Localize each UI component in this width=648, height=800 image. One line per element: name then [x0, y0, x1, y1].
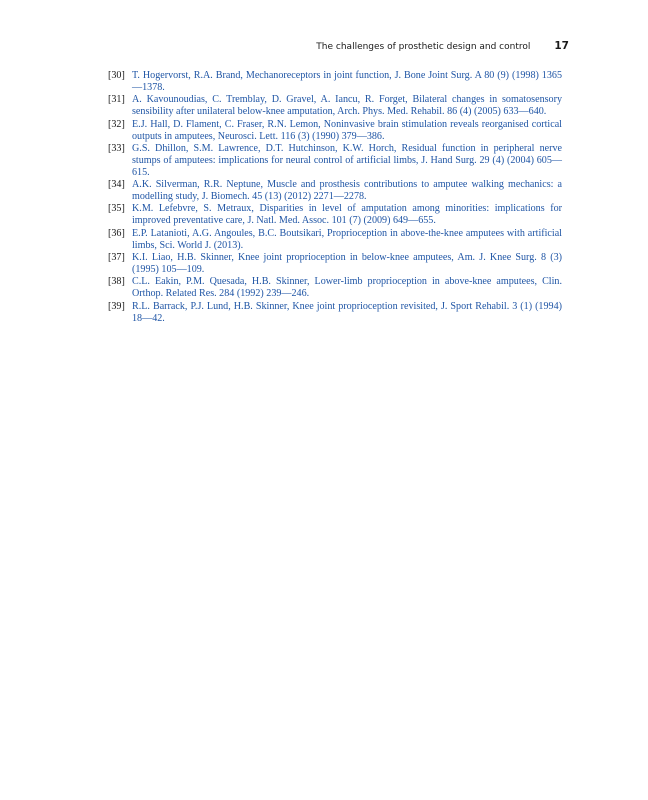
reference-item [108, 203, 562, 227]
page-number: 17 [554, 40, 569, 52]
reference-item [108, 94, 562, 118]
reference-link[interactable]: A. Kavounoudias, C. Tremblay, D. Gravel, A. Iancu, R. Forget, Bilateral changes in somatosensory sensibility after unilateral below-knee amputation, Arch. Phys. Med. Rehabil. 86 (4) (2005) 633—640. [132, 94, 562, 118]
reference-number: [31] [108, 94, 125, 106]
reference-list [108, 70, 562, 325]
reference-item [108, 276, 562, 300]
reference-item [108, 70, 562, 94]
reference-number: [39] [108, 300, 125, 312]
reference-link[interactable]: T. Hogervorst, R.A. Brand, Mechanoreceptors in joint function, J. Bone Joint Surg. A 80 (9) (1998) 1365—1378. [132, 70, 562, 93]
reference-link[interactable]: R.L. Barrack, P.J. Lund, H.B. Skinner, Knee joint proprioception revisited, J. Sport Rehabil. 3 (1) (1994) 18—42. [132, 300, 562, 324]
reference-link[interactable]: C.L. Eakin, P.M. Quesada, H.B. Skinner, Lower-limb proprioception in above-knee amputees, Clin. Orthop. Related Res. 284 (1992) 239—246. [132, 276, 562, 300]
reference-number: [36] [108, 227, 125, 239]
reference-number: [37] [108, 252, 125, 264]
reference-number: [32] [108, 118, 125, 130]
reference-item [108, 119, 562, 143]
reference-link[interactable]: A.K. Silverman, R.R. Neptune, Muscle and prosthesis contributions to amputee walking mechanics: a modelling study, J. Biomech. 45 (13) (2012) 2271—2278. [132, 179, 562, 203]
reference-number: [30] [108, 70, 125, 81]
running-title: The challenges of prosthetic design and control [316, 42, 531, 52]
reference-link[interactable]: K.I. Liao, H.B. Skinner, Knee joint proprioception in below-knee amputees, Am. J. Knee Surg. 8 (3) (1995) 105—109. [132, 252, 562, 275]
reference-item [108, 252, 562, 276]
reference-number: [35] [108, 203, 125, 215]
reference-number: [34] [108, 179, 125, 191]
reference-link[interactable]: K.M. Lefebvre, S. Metraux, Disparities in level of amputation among minorities: implications for improved preventative care, J. Natl. Med. Assoc. 101 (7) (2009) 649—655. [132, 203, 562, 227]
running-head [110, 40, 569, 52]
reference-item [108, 228, 562, 252]
reference-number: [38] [108, 276, 125, 288]
reference-number: [33] [108, 142, 125, 154]
reference-item [108, 301, 562, 325]
reference-item [108, 143, 562, 179]
reference-item [108, 179, 562, 203]
reference-link[interactable]: E.J. Hall, D. Flament, C. Fraser, R.N. Lemon, Noninvasive brain stimulation reveals reorganised cortical outputs in amputees, Neurosci. Lett. 116 (3) (1990) 379—386. [132, 118, 562, 142]
reference-link[interactable]: E.P. Latanioti, A.G. Angoules, B.C. Boutsikari, Proprioception in above-the-knee amputees with artificial limbs, Sci. World J. (2013). [132, 227, 562, 251]
reference-link[interactable]: G.S. Dhillon, S.M. Lawrence, D.T. Hutchinson, K.W. Horch, Residual function in peripheral nerve stumps of amputees: implications for neural control of artificial limbs, J. Hand Surg. 29 (4) (2004) 605—615. [132, 142, 562, 178]
